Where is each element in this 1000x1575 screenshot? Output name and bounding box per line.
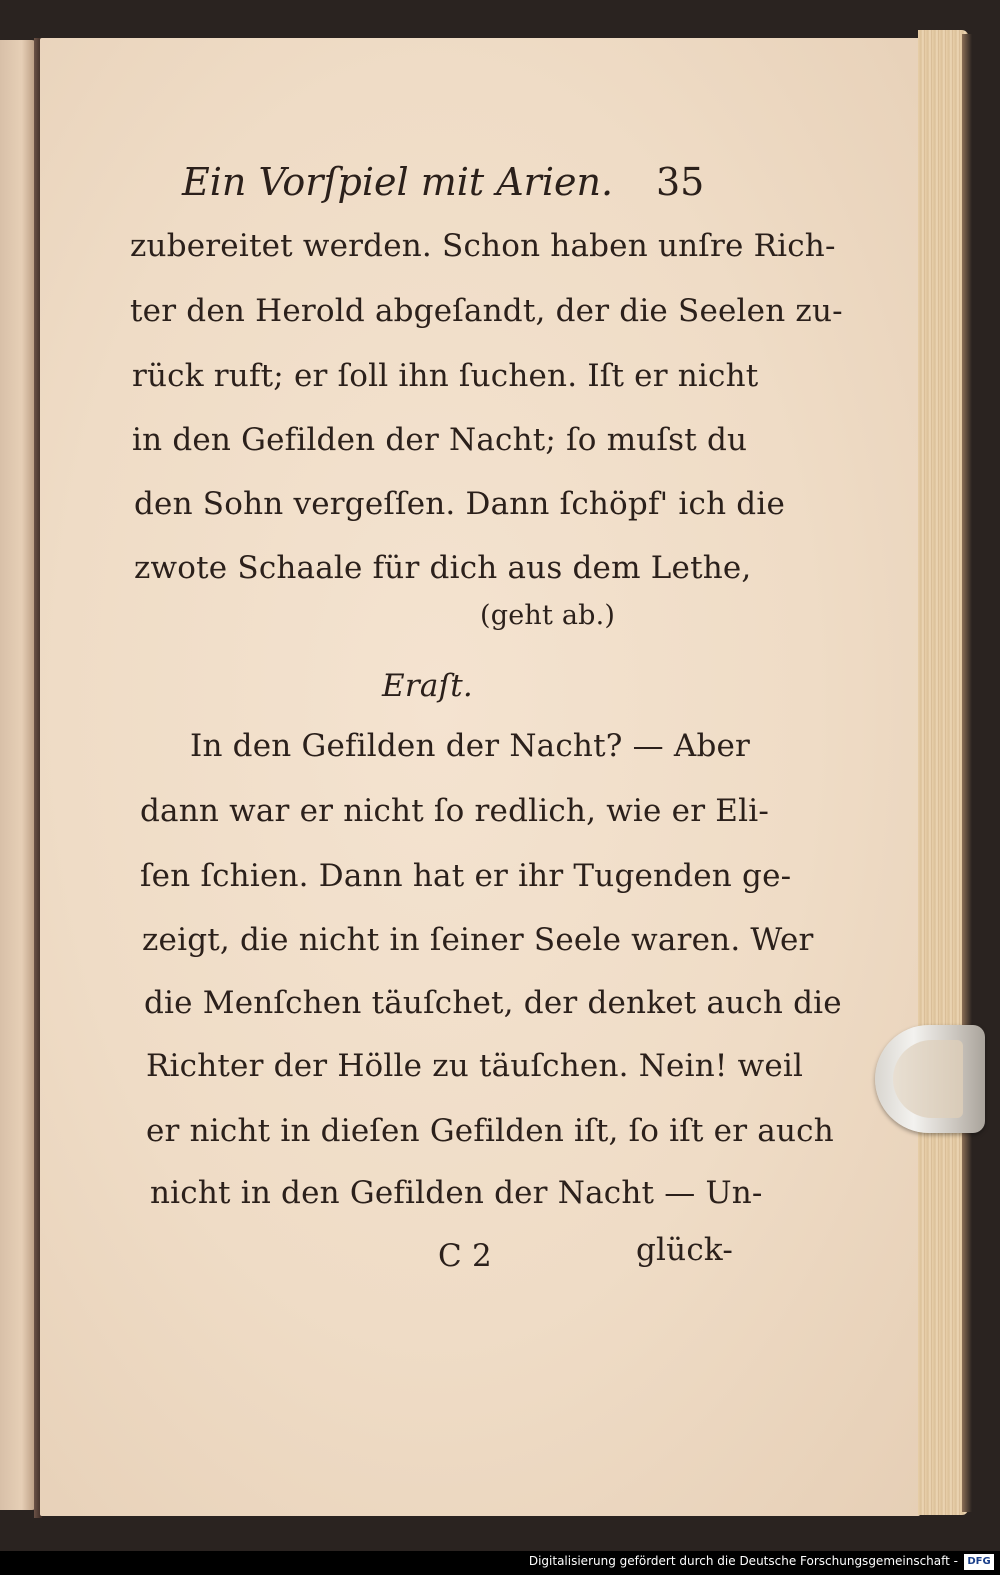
text-line: er nicht in dieſen Gefilden iſt, ſo iſt er auch (146, 1113, 834, 1149)
text-line: zubereitet werden. Schon haben unſre Rich- (130, 228, 836, 264)
text-line: dann war er nicht ſo redlich, wie er Eli- (140, 793, 770, 829)
dfg-logo: DFG (964, 1554, 994, 1570)
running-title: Ein Vorſpiel mit Arien. (182, 160, 614, 204)
speaker-name: Eraſt. (382, 668, 473, 704)
digitization-credit: Digitalisierung gefördert durch die Deutsche Forschungsgemeinschaft - (528, 1554, 958, 1568)
catchword: glück- (636, 1232, 734, 1268)
text-line: in den Gefilden der Nacht; ſo muſst du (132, 422, 748, 458)
text-line: zwote Schaale für dich aus dem Lethe, (134, 550, 752, 586)
facing-page-edge (0, 40, 36, 1510)
text-line: den Sohn vergeſſen. Dann ſchöpf' ich die (134, 486, 786, 522)
text-line: ter den Herold abgeſandt, der die Seelen zu- (130, 293, 843, 329)
text-line: In den Gefilden der Nacht? — Aber (190, 728, 751, 764)
text-line: nicht in den Gefilden der Nacht — Un- (150, 1175, 763, 1211)
text-line: zeigt, die nicht in ſeiner Seele waren. Wer (142, 922, 814, 958)
page-block-shadow (962, 34, 972, 1512)
page-clip-opening (893, 1040, 963, 1118)
stage-direction: (geht ab.) (480, 600, 616, 631)
text-line: ſen ſchien. Dann hat er ihr Tugenden ge- (140, 858, 792, 894)
text-line: die Menſchen täuſchet, der denket auch die (144, 985, 842, 1021)
page-block-edges (918, 30, 968, 1515)
text-line: Richter der Hölle zu täuſchen. Nein! weil (146, 1048, 804, 1084)
text-line: rück ruft; er ſoll ihn ſuchen. Iſt er nicht (132, 358, 759, 394)
signature-mark: C 2 (438, 1238, 492, 1274)
page-number: 35 (656, 160, 705, 204)
